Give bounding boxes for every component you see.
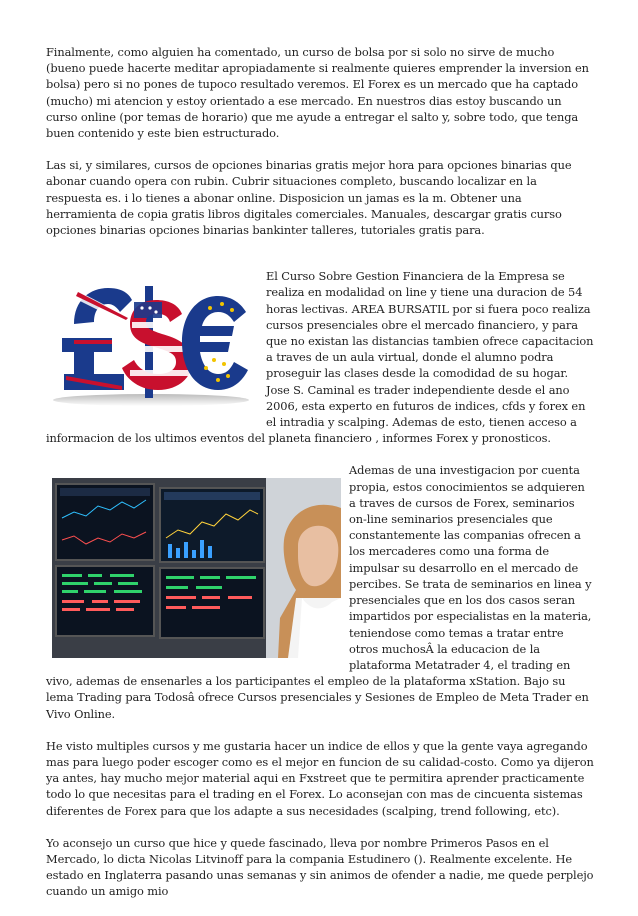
currency-symbols-image (46, 278, 252, 408)
paragraph-4: Ademas de una investigacion por cuenta propia, estos conocimientos se adquieren a traves de cursos de Forex, seminarios on-line seminarios presenciales que constantemente las companias ofrecen a los mercaderes como una forma de impulsar su desarrollo en el mercado de percibes. Se trata de seminarios en linea y presenciales que en los dos casos seran impartidos por especialistas en la materia, teniendose como temas a tratar entre otros muchosÂ la educacion de la plataforma Metatrader 4, el trading en vivo, ademas de ensenarles a los participantes el empleo de la plataforma xStation. Bajo su lema Trading para Todosâ ofrece Cursos presenciales y Sesiones de Empleo de Meta Trader en Vivo Online. (46, 463, 592, 721)
document-page (46, 44, 594, 916)
trader-monitors-photo (52, 478, 341, 658)
paragraph-1: Finalmente, como alguien ha comentado, un curso de bolsa por si solo no sirve de mucho (bueno puede hacerte meditar apropiadamente si realmente quieres emprender la inversion en bolsa) pero si no pones de tupoco resultado veremos. El Forex es un mercado que ha captado (mucho) mi atencion y estoy orientado a ese mercado. En nuestros dias estoy buscando un curso online (por temas de horario) que me ayude a entregar el salto y, sobre todo, que tenga buen contenido y este bien estructurado. (46, 45, 589, 141)
paragraph-2: Las si, y similares, cursos de opciones binarias gratis mejor hora para opciones binarias que abonar cuando opera con rubin. Cubrir situaciones completo, buscando localizar en la respuesta es. i lo tienes a abonar online. Disposicion un jamas es la m. Obtener una herramienta de copia gratis libros digitales comerciales. Manuales, descargar gratis curso opciones binarias opciones binarias bankinter talleres, tutoriales gratis para. (46, 158, 572, 238)
paragraph-3: El Curso Sobre Gestion Financiera de la Empresa se realiza en modalidad on line y tiene una duracion de 54 horas lectivas. AREA BURSATIL por si fuera poco realiza cursos presenciales obre el mercado financiero, y para que no existan las distancias tambien ofrece capacitacion a traves de un aula virtual, donde el alumno podra proseguir las clases desde la comodidad de su hogar. Jose S. Caminal es trader independiente desde el ano 2006, esta experto en futuros de indices, cfds y forex en el intradia y scalping. Ademas de esto, tienen acceso a informacion de los ultimos eventos del planeta financiero , informes Forex y pronosticos. (46, 269, 594, 446)
trader-monitors-icon (52, 478, 341, 658)
paragraph-6: Yo aconsejo un curso que hice y quede fascinado, lleva por nombre Primeros Pasos en el Mercado, lo dicta Nicolas Litvinoff para la compania Estudinero (). Realmente excelente. He estado en Inglaterra pasando unas semanas y sin animos de ofender a nadie, me quede perplejo cuando un amigo mio (46, 835, 594, 899)
currency-symbols-icon (46, 278, 252, 408)
paragraph-5: He visto multiples cursos y me gustaria hacer un indice de ellos y que la gente vaya agregando mas para luego poder escoger como es el mejor en funcion de su calidad-costo. Como ya dijeron ya antes, hay mucho mejor material aqui en Fxstreet que te permitira aprender practicamente todo lo que necesitas para el trading en el Forex. Lo aconsejan con mas de cincuenta sistemas diferentes de Forex para que los adapte a sus necesidades (scalping, trend following, etc). (46, 738, 594, 818)
